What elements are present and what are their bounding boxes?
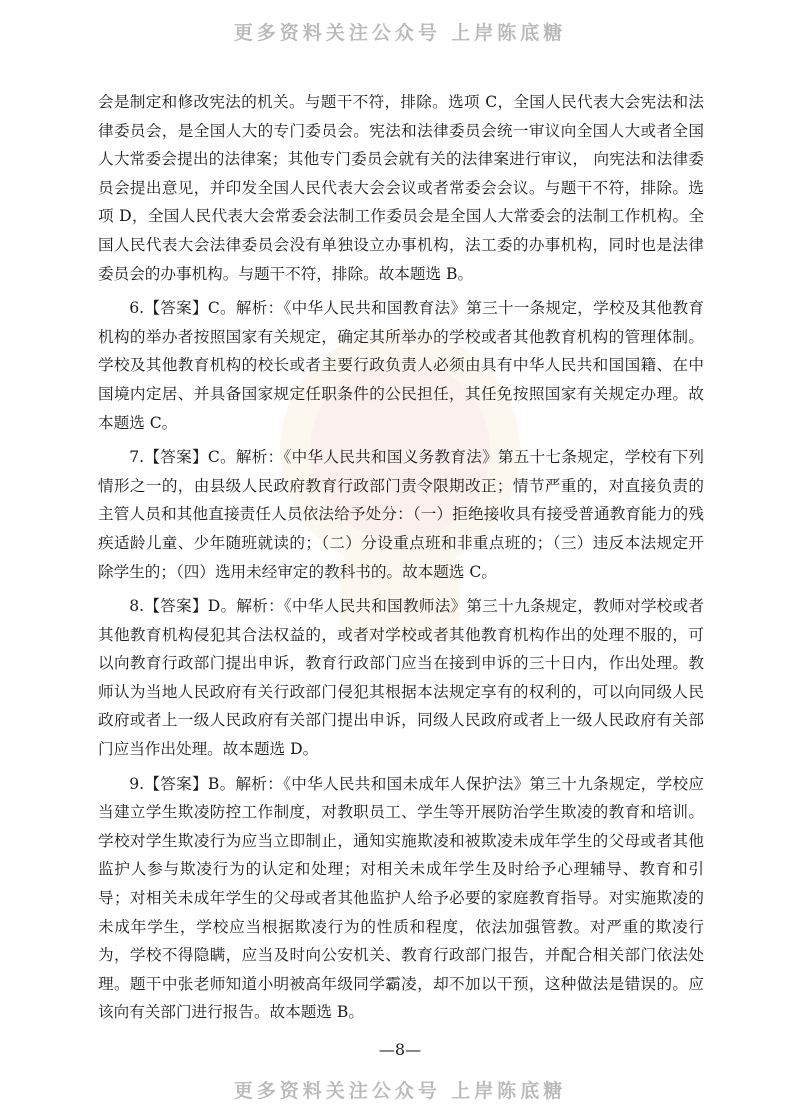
paragraph-continuation: 会是制定和修改宪法的机关。与题干不符，排除。选项 C，全国人民代表大会宪法和法律委员会，是全国人大的专门委员会。宪法和法律委员会统一审议向全国人大或者全国人大常委会提出的法律案；其他专门委员会就有关的法律案进行审议， 向宪法和法律委员会提出意见，并印发全国人民代表大会会议或者常委会会议。与题干不符，排除。选项 D，全国人民代表大会常委会法制工作委员会是全国人大常委会的法制工作机构。全国人民代表大会法律委员会没有单独设立办事机构，法工委的办事机构，同时也是法律委员会的办事机构。与题干不符，排除。故本题选 B。 <box>98 93 704 283</box>
header-banner: 更多资料关注公众号 上岸陈底糖 <box>233 22 567 44</box>
answer-9: 9.【答案】B。解析：《中华人民共和国未成年人保护法》第三十九条规定，学校应当建立学生欺凌防控工作制度，对教职员工、学生等开展防治学生欺凌的教育和培训。学校对学生欺凌行为应当立即制止，通知实施欺凌和被欺凌未成年学生的父母或者其他监护人参与欺凌行为的认定和处理；对相关未成年学生及时给予心理辅导、教育和引导；对相关未成年学生的父母或者其他监护人给予必要的家庭教育指导。对实施欺凌的未成年学生，学校应当根据欺凌行为的性质和程度，依法加强管教。对严重的欺凌行为，学校不得隐瞒，应当及时向公安机关、教育行政部门报告，并配合相关部门依法处理。题干中张老师知道小明被高年级同学霸凌，却不加以干预，这种做法是错误的。应该向有关部门进行报告。故本题选 B。 <box>98 774 704 1022</box>
footer-banner: 更多资料关注公众号 上岸陈底糖 <box>233 1080 567 1102</box>
answer-7: 7.【答案】C。解析：《中华人民共和国义务教育法》第五十七条规定，学校有下列情形之一的，由县级人民政府教育行政部门责令限期改正；情节严重的，对直接负责的主管人员和其他直接责任人员依法给予处分：（一）拒绝接收具有接受普通教育能力的残疾适龄儿童、少年随班就读的；（二）分设重点班和非重点班的；（三）违反本法规定开除学生的；（四）选用未经审定的教科书的。故本题选 C。 <box>98 448 704 581</box>
page-number: —8— <box>378 1040 422 1059</box>
answer-6: 6.【答案】C。解析：《中华人民共和国教育法》第三十一条规定，学校及其他教育机构的举办者按照国家有关规定，确定其所举办的学校或者其他教育机构的管理体制。学校及其他教育机构的校长或者主要行政负责人必须由具有中华人民共和国国籍、在中国境内定居、并具备国家规定任职条件的公民担任，其任免按照国家有关规定办理。故本题选 C。 <box>98 299 704 432</box>
document-body <box>98 88 704 1033</box>
answer-8: 8.【答案】D。解析：《中华人民共和国教师法》第三十九条规定，教师对学校或者其他教育机构侵犯其合法权益的，或者对学校或者其他教育机构作出的处理不服的，可以向教育行政部门提出申诉，教育行政部门应当在接到申诉的三十日内，作出处理。教师认为当地人民政府有关行政部门侵犯其根据本法规定享有的权利的，可以向同级人民政府或者上一级人民政府有关部门提出申诉，同级人民政府或者上一级人民政府有关部门应当作出处理。故本题选 D。 <box>98 597 704 759</box>
